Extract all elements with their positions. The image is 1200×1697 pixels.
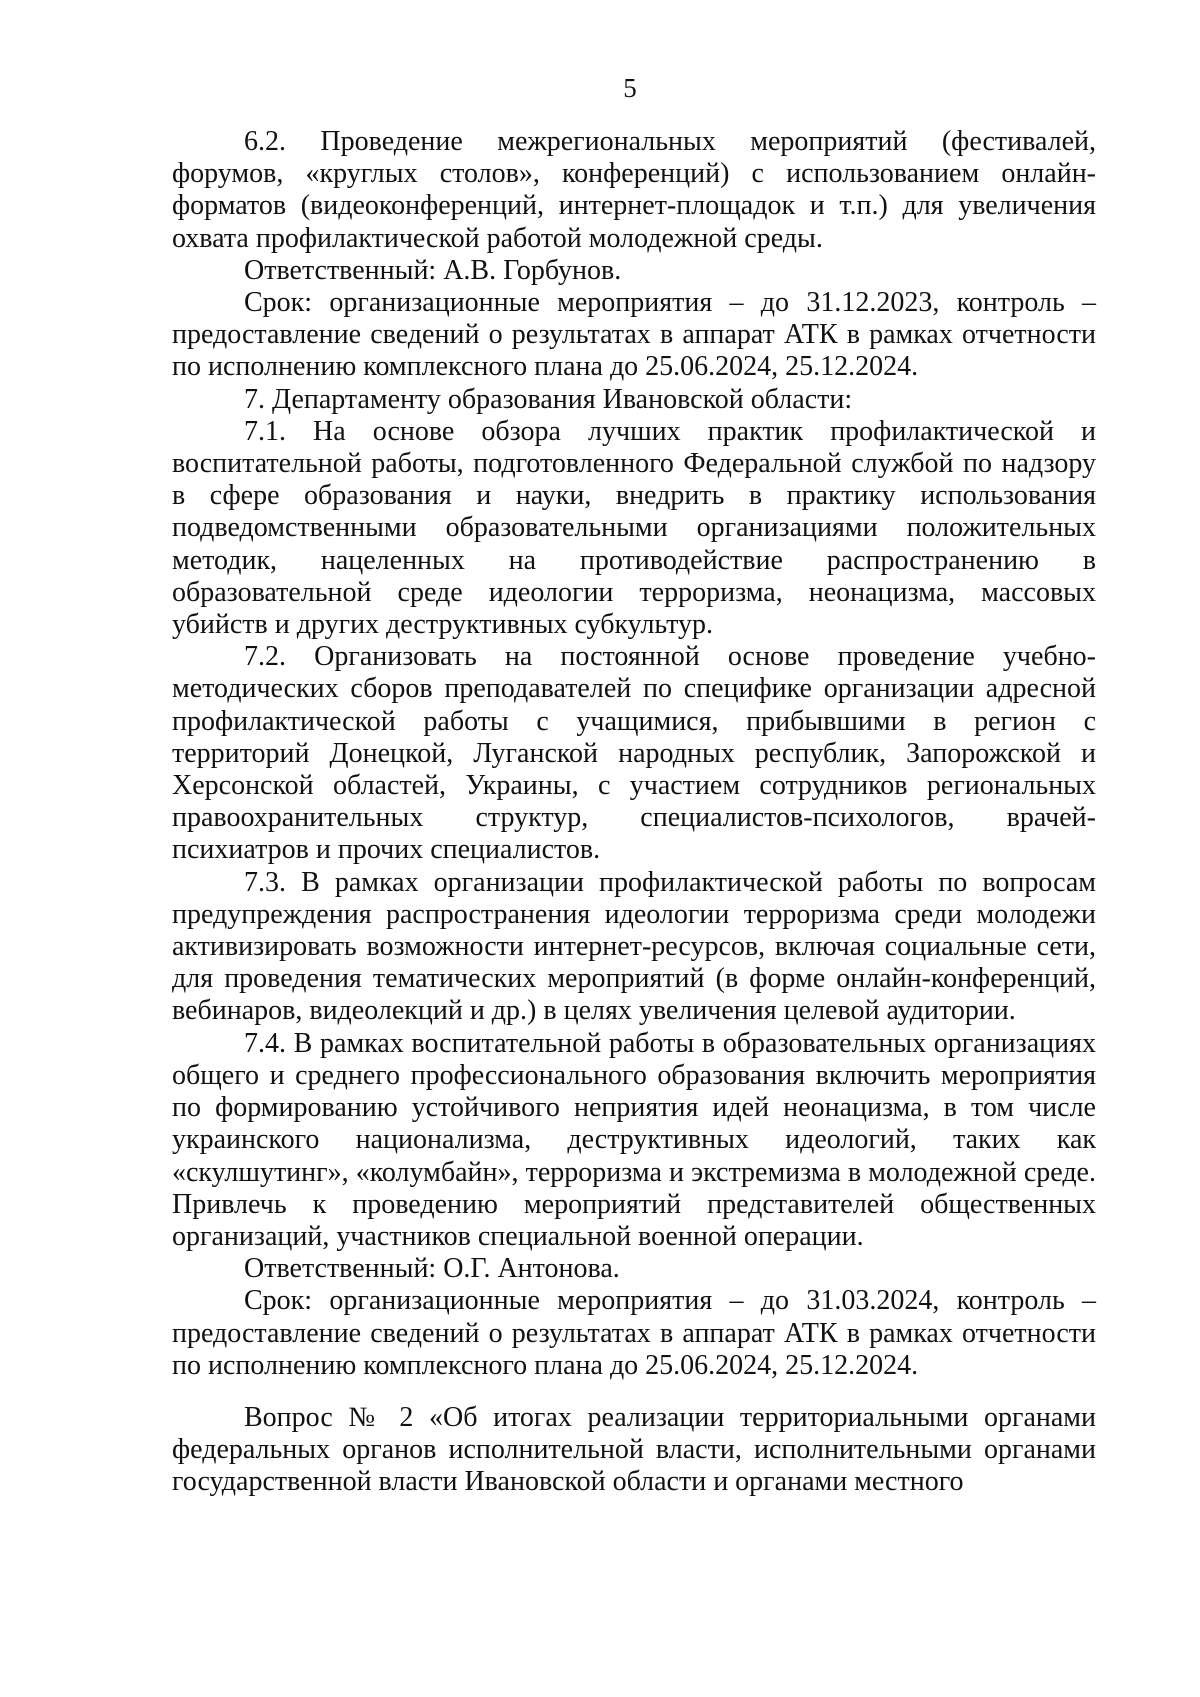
question-2: Вопрос № 2 «Об итогах реализации территориальными органами федеральных органов исполнительной власти, исполнительными органами государственной власти Ивановской области и органами местного bbox=[172, 1401, 1096, 1498]
paragraph-6-2: 6.2. Проведение межрегиональных мероприятий (фестивалей, форумов, «круглых столов», конференций) с использованием онлайн-форматов (видеоконференций, интернет-площадок и т.п.) для увеличения охвата профилактической работой молодежной среды. bbox=[172, 126, 1096, 254]
responsible-gorbunov: Ответственный: А.В. Горбунов. bbox=[244, 254, 622, 286]
section-7-heading: 7. Департаменту образования Ивановской области: bbox=[244, 383, 853, 415]
paragraph-7-4: 7.4. В рамках воспитательной работы в образовательных организациях общего и среднего профессионального образования включить мероприятия по формированию устойчивого неприятия идей неонацизма, в том числе украинского национализма, деструктивных идеологий, таких как «скулшутинг», «колумбайн», терроризма и экстремизма в молодежной среде. Привлечь к проведению мероприятий представителей общественных организаций, участников специальной военной операции. bbox=[172, 1027, 1096, 1252]
responsible-antonova: Ответственный: О.Г. Антонова. bbox=[244, 1253, 620, 1285]
page-number: 5 bbox=[623, 73, 637, 103]
paragraph-7-1: 7.1. На основе обзора лучших практик профилактической и воспитательной работы, подготовленного Федеральной службой по надзору в сфере образования и науки, внедрить в практику использования подведомственными образовательными организациями положительных методик, нацеленных на противодействие распространению в образовательной среде идеологии терроризма, неонацизма, массовых убийств и других деструктивных субкультур. bbox=[172, 415, 1096, 641]
deadline-6-2: Срок: организационные мероприятия – до 31.12.2023, контроль – предоставление сведений о результатах в аппарат АТК в рамках отчетности по исполнению комплексного плана до 25.06.2024, 25.12.2024. bbox=[172, 287, 1096, 383]
document-body bbox=[172, 126, 1096, 1499]
deadline-7: Срок: организационные мероприятия – до 31.03.2024, контроль – предоставление сведений о результатах в аппарат АТК в рамках отчетности по исполнению комплексного плана до 25.06.2024, 25.12.2024. bbox=[172, 1285, 1096, 1381]
paragraph-7-2: 7.2. Организовать на постоянной основе проведение учебно-методических сборов преподавателей по специфике организации адресной профилактической работы с учащимися, прибывшими в регион с территорий Донецкой, Луганской народных республик, Запорожской и Херсонской областей, Украины, с участием сотрудников региональных правоохранительных структур, специалистов-психологов, врачей-психиатров и прочих специалистов. bbox=[172, 641, 1096, 866]
paragraph-7-3: 7.3. В рамках организации профилактической работы по вопросам предупреждения распространения идеологии терроризма среди молодежи активизировать возможности интернет-ресурсов, включая социальные сети, для проведения тематических мероприятий (в форме онлайн-конференций, вебинаров, видеолекций и др.) в целях увеличения целевой аудитории. bbox=[172, 866, 1096, 1027]
